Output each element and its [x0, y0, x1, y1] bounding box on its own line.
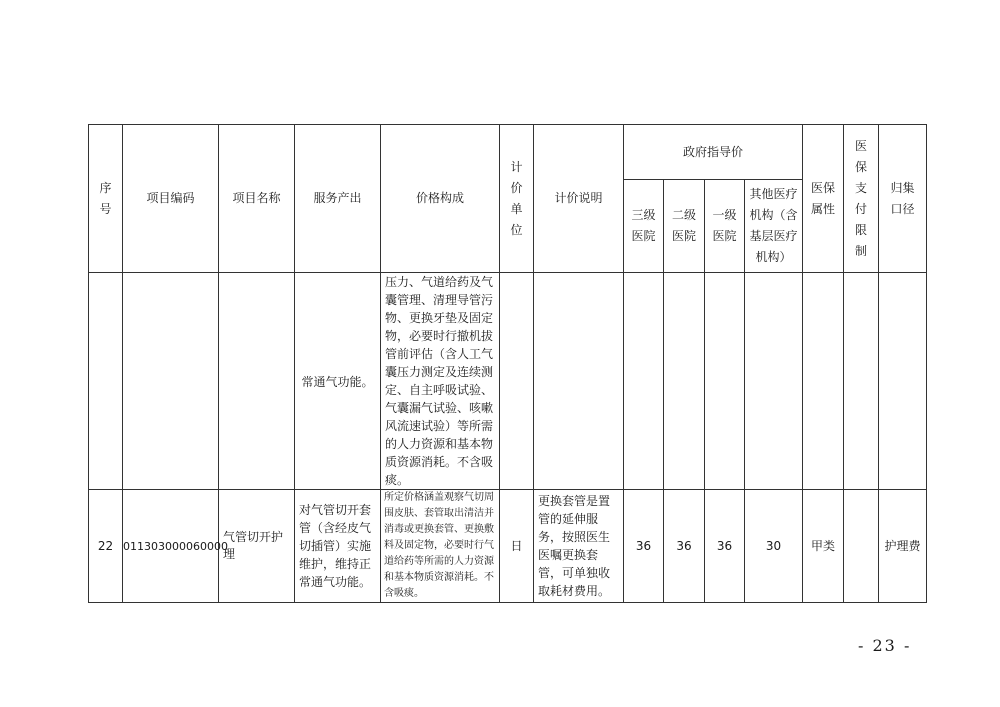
header-code: 项目编码: [123, 125, 219, 273]
cell-unit: 日: [500, 490, 534, 603]
cell-other: 30: [745, 490, 803, 603]
header-level2: 二级医院: [664, 180, 705, 273]
header-seq: 序号: [89, 125, 123, 273]
cell-insurance: [803, 273, 844, 490]
cell-level3: 36: [624, 490, 664, 603]
header-gov-price: 政府指导价: [624, 125, 803, 180]
cell-collect: 护理费: [879, 490, 927, 603]
header-insurance: 医保属性: [803, 125, 844, 273]
cell-collect: [879, 273, 927, 490]
cell-level2: [664, 273, 705, 490]
cell-note: [534, 273, 624, 490]
cell-level3: [624, 273, 664, 490]
cell-service: 对气管切开套管（含经皮气切插管）实施维护，维持正常通气功能。: [295, 490, 381, 603]
cell-composition: 所定价格涵盖观察气切周围皮肤、套管取出清洁并消毒或更换套管、更换敷料及固定物，必要时行气道给药等所需的人力资源和基本物质资源消耗。不含吸痰。: [381, 490, 500, 603]
header-other: 其他医疗机构（含基层医疗机构）: [745, 180, 803, 273]
cell-level1: 36: [705, 490, 745, 603]
cell-limit: [844, 490, 879, 603]
table-row-continued: [89, 273, 927, 490]
pricing-table: [88, 124, 927, 603]
header-note: 计价说明: [534, 125, 624, 273]
cell-name: 气管切开护理: [219, 490, 295, 603]
table-row: [89, 490, 927, 603]
cell-other: [745, 273, 803, 490]
cell-level1: [705, 273, 745, 490]
cell-seq: 22: [89, 490, 123, 603]
cell-note: 更换套管是置管的延伸服务，按照医生医嘱更换套管，可单独收取耗材费用。: [534, 490, 624, 603]
header-collect: 归集口径: [879, 125, 927, 273]
cell-unit: [500, 273, 534, 490]
cell-composition: 压力、气道给药及气囊管理、清理导管污物、更换牙垫及固定物，必要时行撤机拔管前评估（含人工气囊压力测定及连续测定、自主呼吸试验、气囊漏气试验、咳嗽风流速试验）等所需的人力资源和基本物质资源消耗。不含吸痰。: [381, 273, 500, 490]
header-composition: 价格构成: [381, 125, 500, 273]
header-unit: 计价单位: [500, 125, 534, 273]
header-limit: 医保支付限制: [844, 125, 879, 273]
cell-code: 011303000060000: [123, 490, 219, 603]
cell-insurance: 甲类: [803, 490, 844, 603]
cell-limit: [844, 273, 879, 490]
header-service: 服务产出: [295, 125, 381, 273]
cell-code: [123, 273, 219, 490]
header-level3: 三级医院: [624, 180, 664, 273]
cell-name: [219, 273, 295, 490]
header-level1: 一级医院: [705, 180, 745, 273]
header-name: 项目名称: [219, 125, 295, 273]
cell-level2: 36: [664, 490, 705, 603]
cell-service: 常通气功能。: [295, 273, 381, 490]
page-number: - 23 -: [858, 636, 912, 655]
cell-seq: [89, 273, 123, 490]
